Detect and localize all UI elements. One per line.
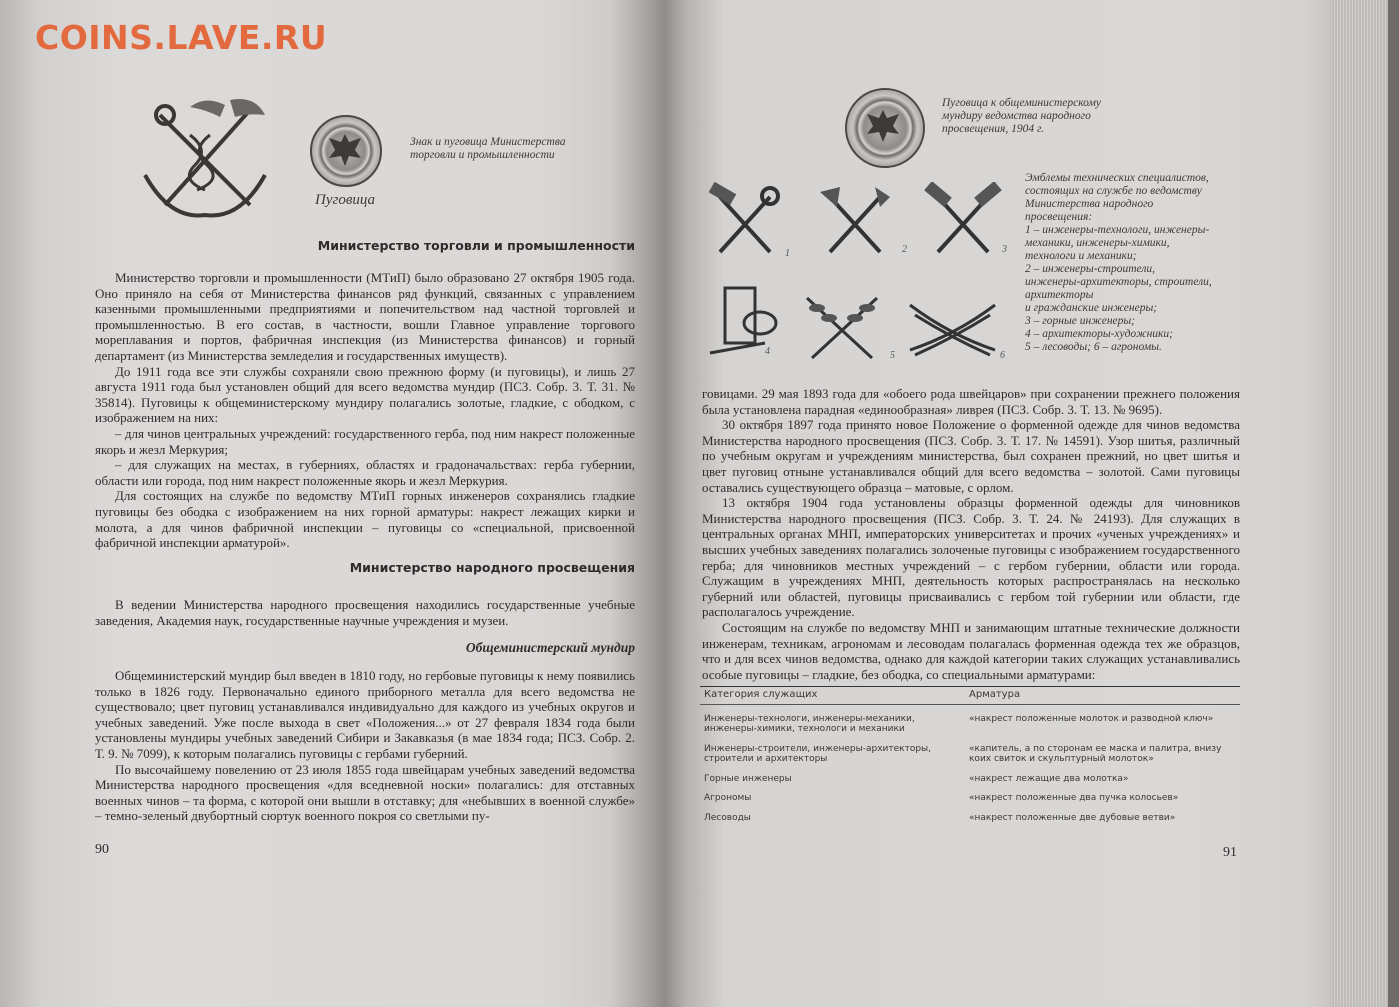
table-cell: «накрест лежащие два молотка» — [969, 773, 1129, 784]
emblem-number: 1 — [785, 248, 790, 259]
page-number-left: 90 — [95, 842, 109, 857]
table-cell: Инженеры-строители, инженеры-архитекторы, строители и архитекторы — [704, 743, 932, 764]
eagle-icon — [323, 128, 367, 172]
emblem-number: 4 — [765, 346, 770, 357]
paragraph: Для состоящих на службе по ведомству МТиП горных инженеров сохранялись гладкие пуговицы без ободка с изображением на них горной арматуры: накрест лежащих кирки и молота, а для чинов фабричной инспекции – пуговицы со «специальной, присвоенной фабричной инспекции арматурой». — [95, 488, 635, 551]
hammer-wrench-icon — [705, 182, 785, 262]
wheat-sheaves-icon — [905, 295, 1000, 360]
capital-palette-icon — [705, 283, 785, 363]
table-cell: Горные инженеры — [704, 773, 792, 784]
table-cell: «накрест положенные молоток и разводной ключ» — [969, 713, 1214, 724]
armature-table — [700, 686, 1240, 823]
emblem-number: 5 — [890, 350, 895, 361]
left-page — [0, 0, 665, 1007]
column-header: Арматура — [969, 689, 1021, 700]
paragraph: 30 октября 1897 года принято новое Положение о форменной одежде для чинов ведомства Министерства народного просвещения (ПСЗ. Собр. 3. Т. 17. № 14591). Узор шитья, различный по учебным округам и учреждениям министерства, был сохранен прежний, но цвет шитья и цвет пуговиц отныне устанавливался общий для всего ведомства – золотой. Сами пуговицы оставались существующего образца – матовые, с орлом. — [702, 417, 1240, 495]
emblem-number: 3 — [1002, 244, 1007, 255]
table-cell: «накрест положенные два пучка колосьев» — [969, 793, 1179, 803]
subheading-uniform: Общеминистерский мундир — [465, 640, 635, 655]
paragraph: – для служащих на местах, в губерниях, областях и градоначальствах: герба губернии, области или города, под ним накрест положенные якорь и жезл Меркурия. — [95, 457, 635, 488]
right-body — [702, 386, 1240, 682]
column-header: Категория служащих — [704, 689, 818, 700]
paragraph: 13 октября 1904 года установлены образцы форменной одежды для чиновников Министерства народного просвещения (ПСЗ. Собр. 3. Т. 24. № 24193). Для служащих в центральных органах МНП, императорских университетах и прочих «ученых учреждениях» и высших учебных заведениях полагались золоченые пуговицы с изображением государственного герба; для чиновников местных учреждений – с гербом губернии, области или города. Служащим в учреждениях МНП, деятельность которых распространялась на несколько губерний или областей, пуговицы присваивались с гербом той губернии или области, где располагалось учреждение. — [702, 495, 1240, 620]
table-row — [700, 744, 1240, 765]
section-uniform — [95, 668, 635, 824]
oak-branches-icon — [797, 288, 887, 368]
caption-top: Знак и пуговица Министерства торговли и промышленности — [410, 136, 566, 161]
caption-button: Пуговица к общеминистерскому мундиру ведомства народного просвещения, 1904 г. — [942, 97, 1101, 135]
heading-trade: Министерство торговли и промышленности — [317, 238, 635, 253]
caption-emblems: Эмблемы технических специалистов, состоящих на службе по ведомству Министерства народного просвещения: 1 – инженеры-технологи, инженеры- механики, инженеры-химики, технологи и механики; 2 – инженеры-строители, инженеры-архитекторы, строители, архитекторы и гражданские инженеры; 3 – горные инженеры; 4 – архитекторы-художники; 5 – лесоводы; 6 – агрономы. — [1025, 172, 1212, 353]
table-row — [700, 774, 1240, 785]
table-header — [700, 686, 1240, 705]
table-cell: Агрономы — [704, 793, 752, 803]
book-cover-edge — [1388, 0, 1399, 1007]
watermark-logo: COINS.LAVE.RU — [35, 18, 328, 57]
paragraph: говицами. 29 мая 1893 года для «обоего рода швейцаров» при сохранении прежнего положения была установлена парадная «единообразная» ливрея (ПСЗ. Собр. 3. Т. 13. № 9695). — [702, 386, 1240, 417]
table-cell: «капитель, а по сторонам ее маска и палитра, внизу коих свиток и скульптурный молоток» — [969, 743, 1222, 764]
button-label: Пуговица — [315, 192, 376, 208]
section-education — [95, 597, 635, 628]
paragraph: Состоящим на службе по ведомству МНП и занимающим штатные технические должности инженерам, техникам, агрономам и лесоводам полагалась форменная одежда тех же образцов, что и для всех чинов ведомства, однако для каждой категории таких служащих устанавливались особые пуговицы – гладкие, без ободка, со специальными арматурами: — [702, 619, 1240, 682]
heading-education: Министерство народного просвещения — [349, 560, 635, 575]
crossed-hammers-icon — [923, 182, 1003, 262]
emblem-number: 2 — [902, 244, 907, 255]
emblem-number: 6 — [1000, 350, 1005, 361]
table-cell: Лесоводы — [704, 812, 751, 823]
paragraph: Министерство торговли и промышленности (МТиП) было образовано 27 октября 1905 года. Оно приняло на себя от Министерства финансов ряд функций, связанных с управлением казенными промышленными предприятиями и попечительством над частной торговлей и промышленностью. В его состав, в частности, вошли Главное управление торгового мореплавания и портов, фабричная инспекция (из Министерства финансов) и горный департамент (из Министерства земледелия и государственных имуществ). — [95, 270, 635, 363]
paragraph: По высочайшему повелению от 23 июля 1855 года швейцарам учебных заведений ведомства Министерства народного просвещения «для вседневной носки» полагались: для отставных военных чинов – та форма, с которой они вышли в отставку; для «небывших в военной службе» – темно-зеленый двубортный сюртук военного покроя со светлыми пу- — [95, 761, 635, 824]
anchor-mercury-emblem-icon — [135, 95, 275, 225]
page-number-right: 91 — [1223, 845, 1237, 860]
table-row — [700, 813, 1240, 824]
table-row — [700, 793, 1240, 804]
paragraph: До 1911 года все эти службы сохраняли свою прежнюю форму (и пуговицы), и лишь 27 августа 1911 года был установлен общий для всего ведомства мундир (ПСЗ. Собр. 3. Т. 31. № 35814). Пуговицы к общеминистерскому мундиру полагались золотые, гладкие, с ободком, с изображением на них: — [95, 363, 635, 426]
table-cell: Инженеры-технологи, инженеры-механики, инженеры-химики, технологи и механики — [704, 713, 915, 734]
axe-shovel-icon — [815, 182, 895, 262]
section-trade — [95, 270, 635, 551]
table-cell: «накрест положенные две дубовые ветви» — [969, 812, 1176, 823]
table-row — [700, 714, 1240, 735]
paragraph: – для чинов центральных учреждений: государственного герба, под ним накрест положенные якорь и жезл Меркурия; — [95, 425, 635, 457]
right-page — [665, 0, 1337, 1007]
paragraph: Общеминистерский мундир был введен в 1810 году, но гербовые пуговицы к нему появились только в 1826 году. Первоначально единого приборного металла для всего ведомства не существовало; цвет пуговиц устанавливался индивидуально для каждого из учебных округов и учебных заведений. Уже после выхода в свет «Положения...» от 27 февраля 1834 года были установлены мундиры учебных заведений Сибири и Закавказья (в мае 1834 года; ПСЗ. Собр. 2. Т. 9. № 7099), к которым полагались пуговицы с гербами губерний. — [95, 668, 635, 761]
eagle-icon — [861, 104, 905, 148]
paragraph: В ведении Министерства народного просвещения находились государственные учебные заведения, Академия наук, государственные научные учреждения и музеи. — [95, 597, 635, 628]
